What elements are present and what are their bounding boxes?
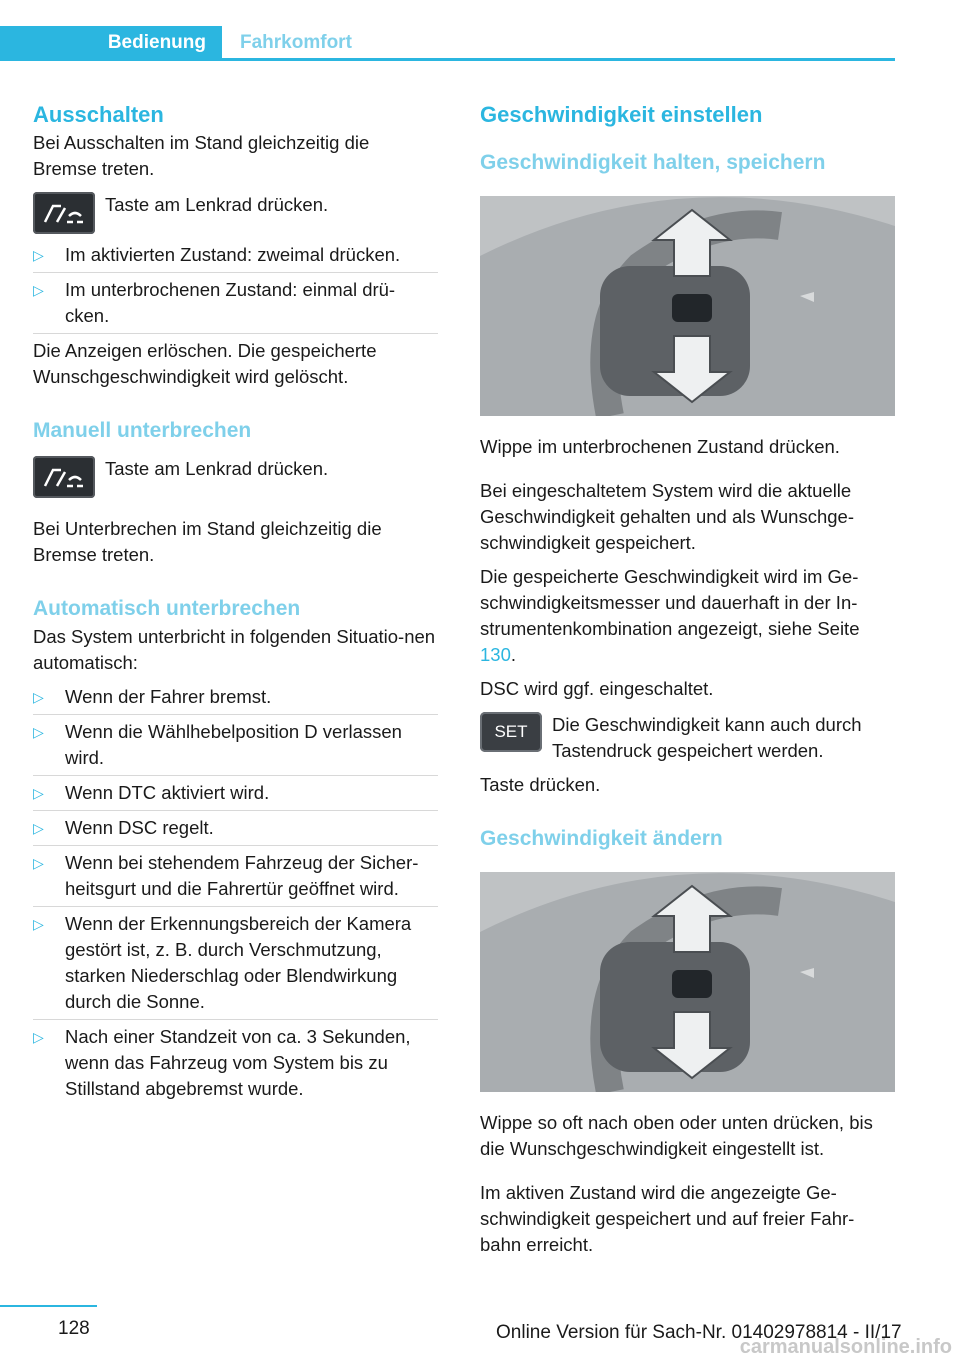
list-item: ▷ Wenn der Erkennungsbereich der Kamera gestört ist, z. B. durch Verschmutzung, starken Niederschlag oder Blendwirkung durch die Sonne. <box>33 911 438 1020</box>
einstellen-p1: Bei eingeschaltetem System wird die aktuelle Geschwindigkeit gehalten und als Wunschge-schwindigkeit gespeichert. <box>480 480 854 553</box>
manuell-icon-row <box>33 456 438 498</box>
aendern-caption: Wippe so oft nach oben oder unten drücken, bis die Wunschgeschwindigkeit eingestellt ist. <box>480 1112 873 1159</box>
einstellen-p2: Die gespeicherte Geschwindigkeit wird im Ge-schwindigkeitsmesser und dauerhaft in der In-strumentenkombination angezeigt, siehe Seite 130. <box>480 566 860 665</box>
list-item: ▷ Im aktivierten Zustand: zweimal drücken. <box>33 242 438 273</box>
einstellen-caption: Wippe im unterbrochenen Zustand drücken. <box>480 436 840 457</box>
triangle-bullet-icon: ▷ <box>33 820 44 836</box>
triangle-bullet-icon: ▷ <box>33 247 44 263</box>
steering-wheel-rocker-figure <box>480 196 895 416</box>
set-text: Die Geschwindigkeit kann auch durch Tastendruck gespeichert werden. <box>552 714 862 761</box>
triangle-bullet-icon: ▷ <box>33 282 44 298</box>
ausschalten-after: Die Anzeigen erlöschen. Die gespeicherte Wunschgeschwindigkeit wird gelöscht. <box>33 340 377 387</box>
tab-bedienung[interactable]: Bedienung <box>0 26 222 60</box>
ausschalten-list <box>33 242 438 334</box>
triangle-bullet-icon: ▷ <box>33 1029 44 1045</box>
einstellen-p4: Taste drücken. <box>480 774 601 795</box>
right-column <box>480 100 895 1258</box>
list-item: ▷ Wenn bei stehendem Fahrzeug der Sicher-heitsgurt und die Fahrertür geöffnet wird. <box>33 850 438 907</box>
triangle-bullet-icon: ▷ <box>33 689 44 705</box>
heading-manuell-unterbrechen: Manuell unterbrechen <box>33 419 252 442</box>
heading-ausschalten: Ausschalten <box>33 102 164 127</box>
list-item: ▷ Wenn DSC regelt. <box>33 815 438 846</box>
cruise-control-button-icon <box>33 192 95 234</box>
aendern-p1: Im aktiven Zustand wird die angezeigte Ge-schwindigkeit gespeichert und auf freier Fahr-bahn erreicht. <box>480 1182 855 1255</box>
triangle-bullet-icon: ▷ <box>33 724 44 740</box>
manuell-after: Bei Unterbrechen im Stand gleichzeitig die Bremse treten. <box>33 518 382 565</box>
steering-wheel-rocker-figure-2 <box>480 872 895 1092</box>
list-item: ▷ Im unterbrochenen Zustand: einmal drü-cken. <box>33 277 438 334</box>
page-number-rule <box>0 1305 97 1307</box>
ausschalten-icon-row <box>33 192 438 234</box>
heading-geschwindigkeit-einstellen: Geschwindigkeit einstellen <box>480 102 763 127</box>
list-item: ▷ Wenn DTC aktiviert wird. <box>33 780 438 811</box>
manuell-icon-text: Taste am Lenkrad drücken. <box>105 458 329 479</box>
automatisch-list <box>33 684 438 1106</box>
left-column <box>33 100 438 1110</box>
heading-halten-speichern: Geschwindigkeit halten, speichern <box>480 151 826 174</box>
heading-automatisch-unterbrechen: Automatisch unterbrechen <box>33 597 301 620</box>
triangle-bullet-icon: ▷ <box>33 785 44 801</box>
einstellen-p3: DSC wird ggf. eingeschaltet. <box>480 678 714 699</box>
watermark: carmanualsonline.info <box>739 1336 952 1358</box>
triangle-bullet-icon: ▷ <box>33 916 44 932</box>
tab-fahrkomfort[interactable]: Fahrkomfort <box>240 32 352 53</box>
page-number: 128 <box>58 1318 90 1339</box>
header-rule <box>0 58 895 61</box>
page-link-130[interactable]: 130 <box>480 644 511 665</box>
automatisch-intro: Das System unterbricht in folgenden Situatio-nen automatisch: <box>33 626 436 673</box>
list-item: ▷ Wenn die Wählhebelposition D verlassen wird. <box>33 719 438 776</box>
ausschalten-intro: Bei Ausschalten im Stand gleichzeitig die Bremse treten. <box>33 132 370 179</box>
triangle-bullet-icon: ▷ <box>33 855 44 871</box>
list-item: ▷ Nach einer Standzeit von ca. 3 Sekunden, wenn das Fahrzeug vom System bis zu Stillstand abgebremst wurde. <box>33 1026 411 1099</box>
online-version: Online Version für Sach-Nr. 01402978814 - II/17 <box>496 1322 902 1343</box>
list-item: ▷ Wenn der Fahrer bremst. <box>33 684 438 715</box>
cruise-control-button-icon <box>33 456 95 498</box>
ausschalten-icon-text: Taste am Lenkrad drücken. <box>105 194 329 215</box>
set-icon-row <box>480 712 895 764</box>
heading-geschwindigkeit-aendern: Geschwindigkeit ändern <box>480 827 723 850</box>
set-button-icon: SET <box>480 712 542 752</box>
